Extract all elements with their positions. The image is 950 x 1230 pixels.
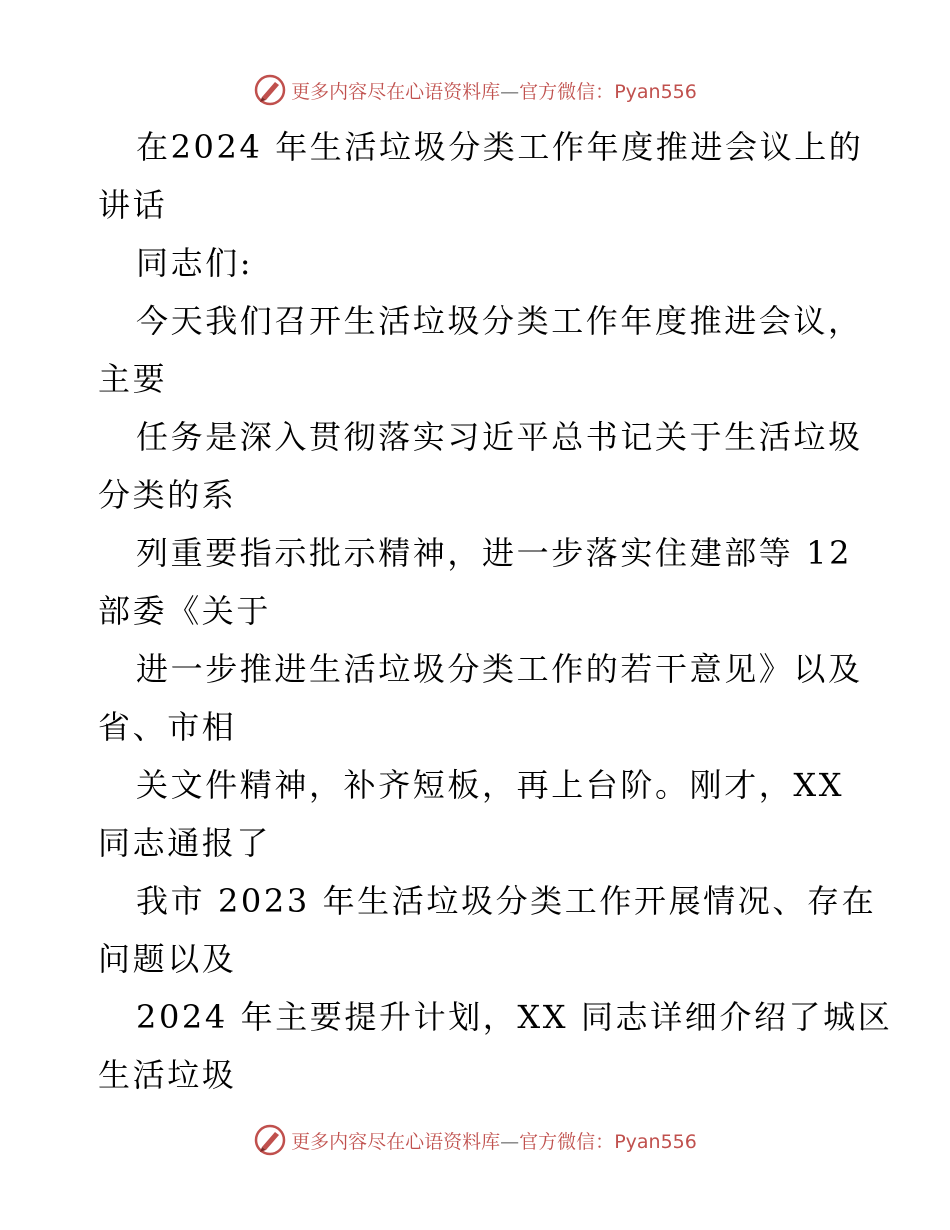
text-line: 省、市相 (98, 708, 237, 746)
watermark-dash: — (500, 80, 520, 103)
text-line: 今天我们召开生活垃圾分类工作年度推进会议， (136, 302, 863, 340)
footer-watermark (0, 1120, 950, 1160)
text-line: 关文件精神，补齐短板，再上台阶。刚才，XX (136, 766, 845, 804)
text-line: 生活垃圾 (98, 1056, 237, 1094)
text-line: 问题以及 (98, 940, 237, 978)
text-line: 同志们: (136, 244, 254, 282)
text-line: 部委《关于 (98, 592, 272, 630)
watermark-wechat-id: Pyan556 (614, 80, 697, 103)
watermark-dash: — (500, 1130, 520, 1153)
watermark-wechat-label: 官方微信： (519, 1130, 615, 1153)
text-line: 我市 2023 年生活垃圾分类工作开展情况、存在 (136, 882, 877, 920)
text-line: 同志通报了 (98, 824, 272, 862)
watermark-wechat-id: Pyan556 (614, 1130, 697, 1153)
header-watermark (0, 70, 950, 110)
watermark-wechat-label: 官方微信： (519, 80, 615, 103)
text-line: 进一步推进生活垃圾分类工作的若干意见》以及 (136, 650, 863, 688)
pen-logo-icon (253, 1123, 287, 1157)
document-body (98, 118, 893, 1104)
text-line: 分类的系 (98, 476, 237, 514)
pen-logo-icon (253, 73, 287, 107)
text-line: 在2024 年生活垃圾分类工作年度推进会议上的 (136, 128, 864, 166)
text-line: 列重要指示批示精神，进一步落实住建部等 12 (136, 534, 853, 572)
text-line: 讲话 (98, 186, 168, 224)
text-line: 2024 年主要提升计划，XX 同志详细介绍了城区 (136, 998, 893, 1036)
text-line: 任务是深入贯彻落实习近平总书记关于生活垃圾 (136, 418, 863, 456)
watermark-main: 更多内容尽在心语资料库 (291, 80, 501, 103)
watermark-main: 更多内容尽在心语资料库 (291, 1130, 501, 1153)
text-line: 主要 (98, 360, 168, 398)
